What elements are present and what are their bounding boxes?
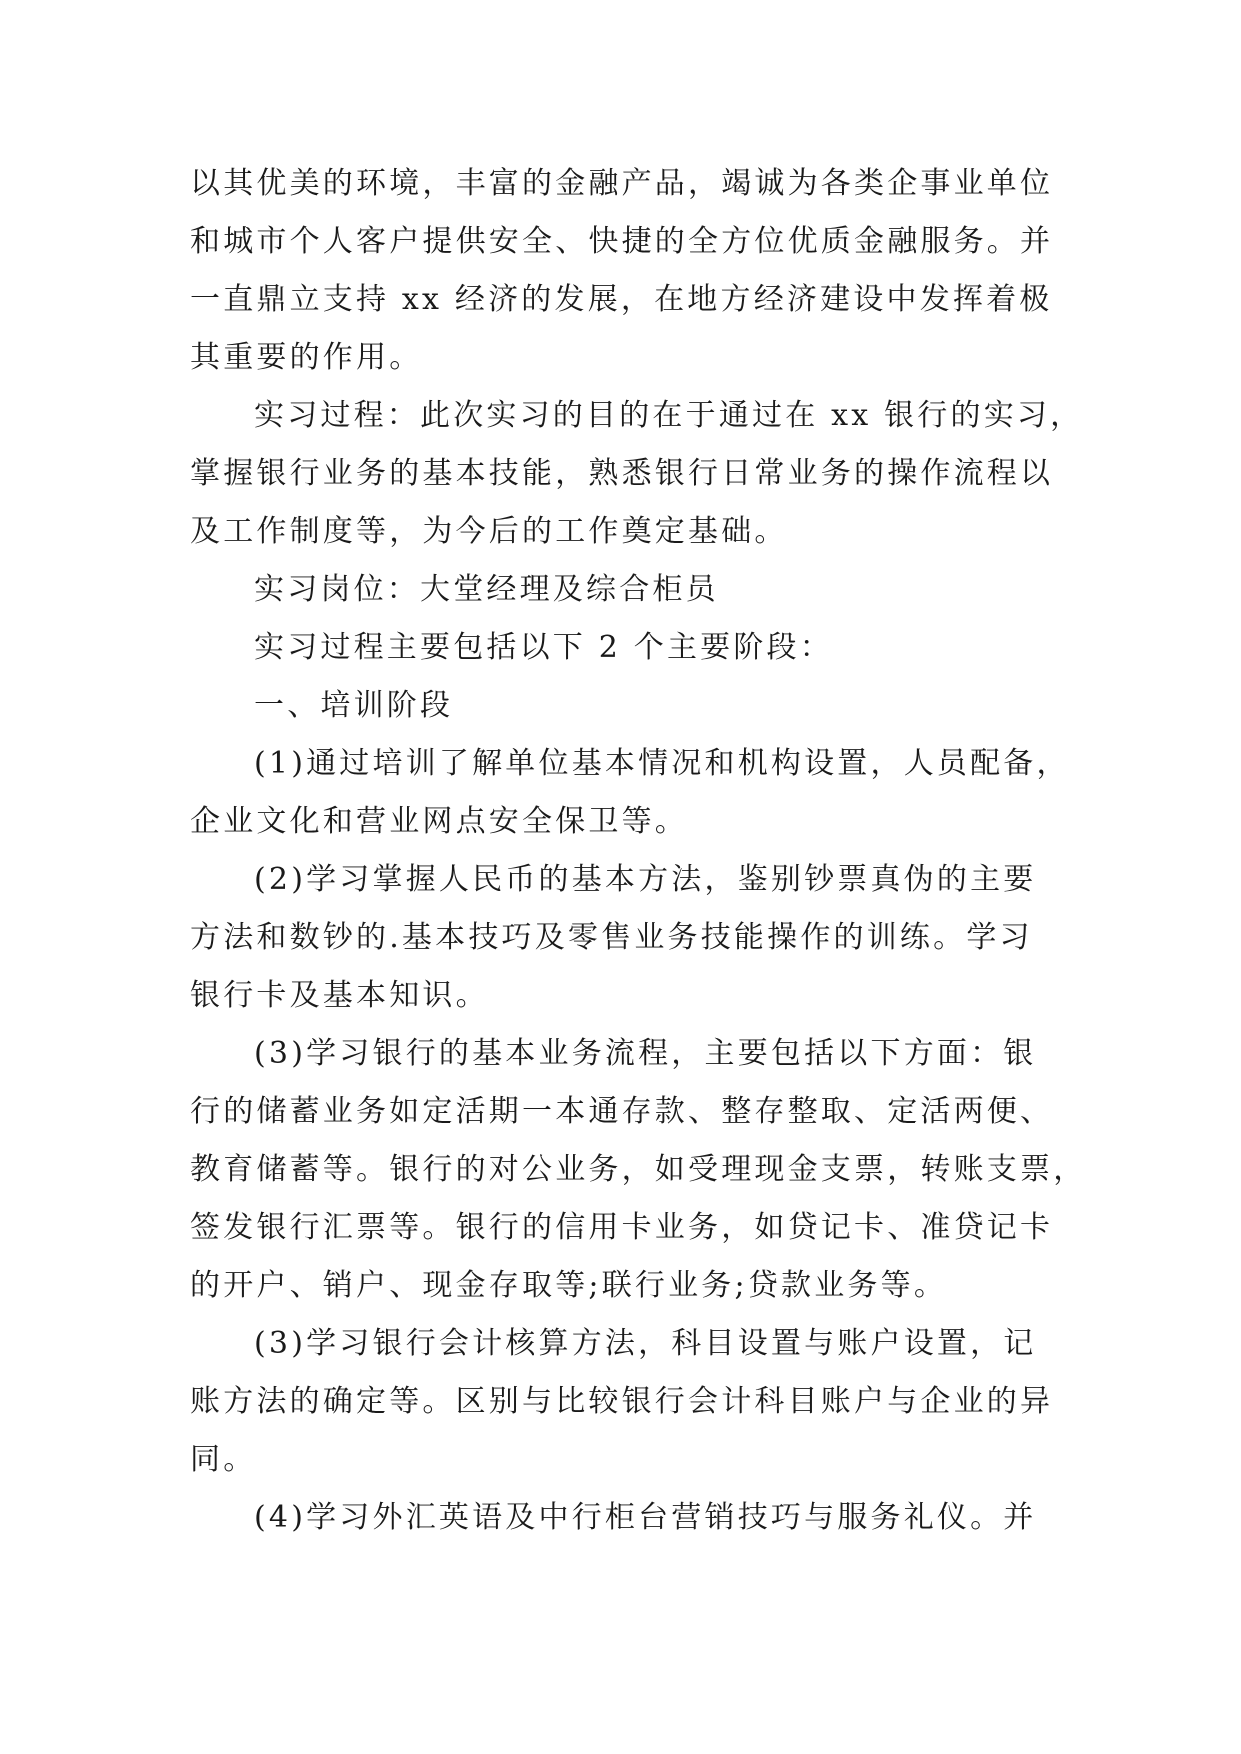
- text-line: 掌握银行业务的基本技能，熟悉银行日常业务的操作流程以: [190, 456, 1054, 491]
- text-line: 教育储蓄等。银行的对公业务，如受理现金支票，转账支票，: [190, 1152, 1087, 1187]
- section-heading: 一、培训阶段: [254, 688, 454, 723]
- text-line: 签发银行汇票等。银行的信用卡业务，如贷记卡、准贷记卡: [190, 1210, 1054, 1245]
- text-line: (3)学习银行会计核算方法，科目设置与账户设置，记: [254, 1326, 1037, 1361]
- text-line: (4)学习外汇英语及中行柜台营销技巧与服务礼仪。并: [254, 1500, 1037, 1535]
- text-line: 实习过程：此次实习的目的在于通过在 xx 银行的实习，: [254, 398, 1084, 433]
- text-line: 其重要的作用。: [190, 340, 423, 375]
- text-line: 同。: [190, 1442, 257, 1477]
- text-line: 方法和数钞的.基本技巧及零售业务技能操作的训练。学习: [190, 920, 1033, 955]
- text-line: 行的储蓄业务如定活期一本通存款、整存整取、定活两便、: [190, 1094, 1054, 1129]
- text-line: (3)学习银行的基本业务流程，主要包括以下方面：银: [254, 1036, 1037, 1071]
- text-line: 企业文化和营业网点安全保卫等。: [190, 804, 688, 839]
- text-line: 以其优美的环境，丰富的金融产品，竭诚为各类企事业单位: [190, 166, 1054, 201]
- text-line: (2)学习掌握人民币的基本方法，鉴别钞票真伪的主要: [254, 862, 1037, 897]
- text-line: 和城市个人客户提供安全、快捷的全方位优质金融服务。并: [190, 224, 1054, 259]
- text-line: 账方法的确定等。区别与比较银行会计科目账户与企业的异: [190, 1384, 1054, 1419]
- text-line: 实习岗位：大堂经理及综合柜员: [254, 572, 719, 607]
- text-line: (1)通过培训了解单位基本情况和机构设置，人员配备，: [254, 746, 1070, 781]
- text-line: 实习过程主要包括以下 2 个主要阶段：: [254, 630, 833, 665]
- text-line: 的开户、销户、现金存取等;联行业务;贷款业务等。: [190, 1268, 948, 1303]
- text-line: 及工作制度等，为今后的工作奠定基础。: [190, 514, 788, 549]
- text-line: 一直鼎立支持 xx 经济的发展，在地方经济建设中发挥着极: [190, 282, 1053, 317]
- text-line: 银行卡及基本知识。: [190, 978, 489, 1013]
